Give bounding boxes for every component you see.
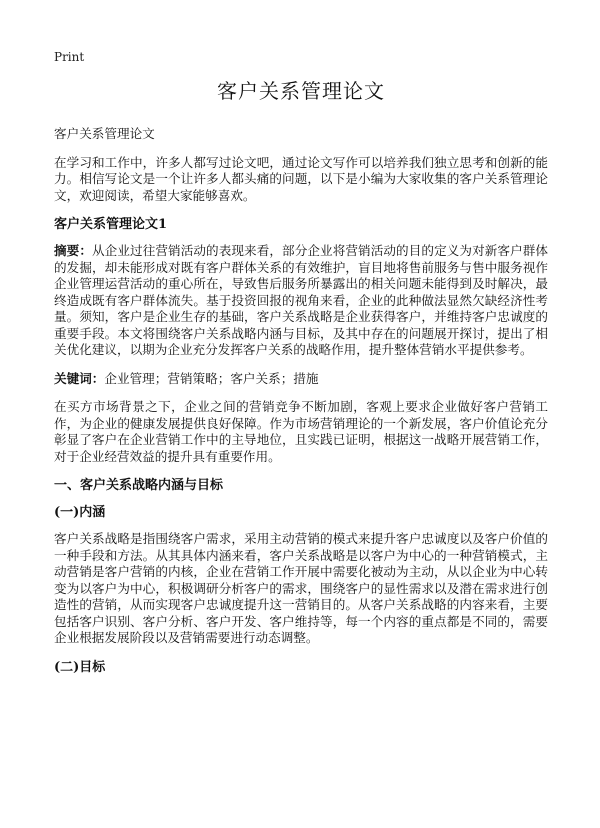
abstract-paragraph [54, 243, 548, 359]
heading-1: 一、客户关系战略内涵与目标 [54, 478, 224, 493]
document-body [54, 78, 548, 686]
keywords-label: 关键词： [54, 370, 105, 386]
keywords-paragraph [54, 371, 548, 388]
heading-1-1: (一)内涵 [54, 505, 106, 520]
abstract-label: 摘要： [54, 243, 93, 258]
page-title: 客户关系管理论文 [217, 79, 385, 103]
print-link[interactable]: Print [54, 50, 85, 64]
body-paragraph-3: 客户关系战略是指围绕客户需求，采用主动营销的模式来提升客户忠诚度以及客户价值的一种手段和方法。从其具体内涵来看，客户关系战略是以客户为中心的一种营销模式，主动营销是客户营销的内核，企业在营销工作开展中需要化被动为主动，从以企业为中心转变为以客户为中心，积极调研分析客户的需求，围绕客户的显性需求以及潜在需求进行创造性的营销，从而实现客户忠诚度提升这一营销目的。从客户关系战略的内容来看，主要包括客户识别、客户分析、客户开发、客户维持等，每一个内容的重点都是不同的，需要企业根据发展阶段以及营销需要进行动态调整。 [54, 531, 548, 645]
intro-paragraph: 在学习和工作中，许多人都写过论文吧，通过论文写作可以培养我们独立思考和创新的能力。相信写论文是一个让许多人都头痛的问题，以下是小编为大家收集的客户关系管理论文，欢迎阅读，希望大家能够喜欢。 [54, 154, 548, 203]
keywords-text: 企业管理；营销策略；客户关系；措施 [104, 370, 319, 386]
subtitle: 客户关系管理论文 [54, 126, 155, 141]
heading-1-2: (二)目标 [54, 659, 106, 675]
body-paragraph-2: 在买方市场背景之下，企业之间的营销竞争不断加剧，客观上要求企业做好客户营销工作，为企业的健康发展提供良好保障。作为市场营销理论的一个新发展，客户价值论充分彰显了客户在企业营销工作中的主导地位，且实践已证明，根据这一战略开展营销工作，对于企业经营效益的提升具有重要作用。 [54, 399, 548, 464]
section-heading: 客户关系管理论文1 [54, 217, 168, 232]
abstract-text: 从企业过往营销活动的表现来看，部分企业将营销活动的目的定义为对新客户群体的发掘，却未能形成对既有客户群体关系的有效维护，盲目地将售前服务与售中服务视作企业管理运营活动的重心所在，导致售后服务所暴露出的相关问题未能得到及时解决，最终造成既有客户群体流失。基于投资回报的视角来看，企业的此种做法显然欠缺经济性考量。须知，客户是企业生存的基础，客户关系战略是企业获得客户，并维持客户忠诚度的重要手段。本文将围绕客户关系战略内涵与目标，及其中存在的问题展开探讨，提出了相关优化建议，以期为企业充分发挥客户关系的战略作用，提升整体营销水平提供参考。 [54, 243, 549, 357]
